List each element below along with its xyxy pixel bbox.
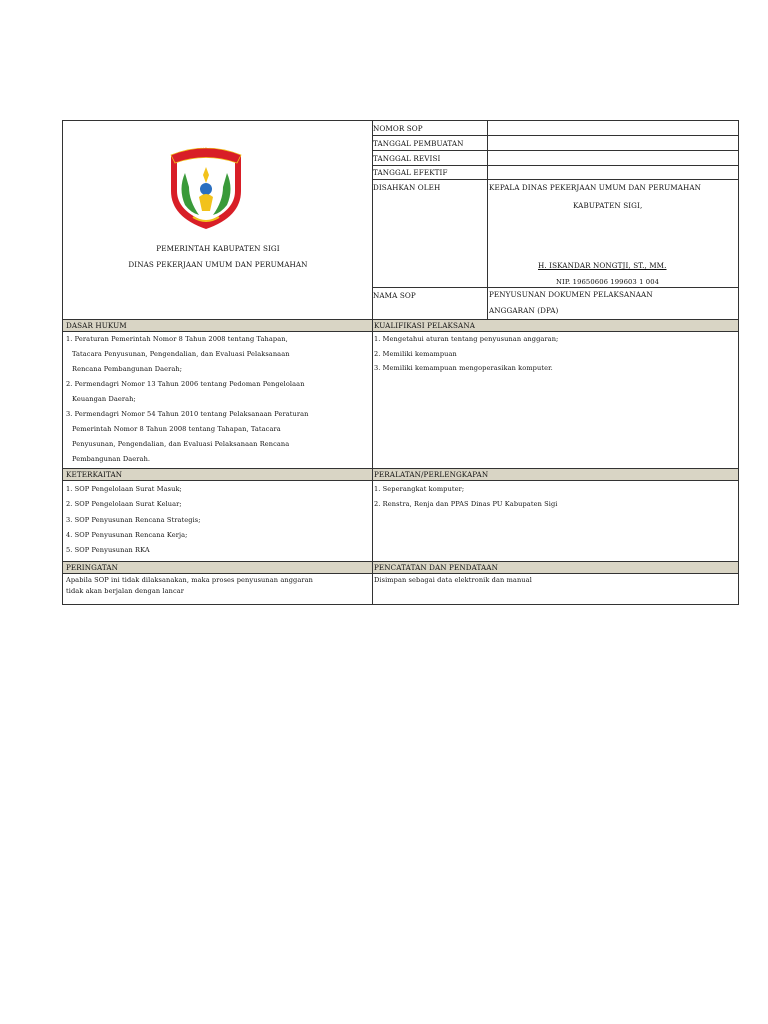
row-line: [372, 165, 738, 166]
keterkaitan-line: 4. SOP Penyusunan Rencana Kerja;: [66, 531, 188, 539]
dasar-hukum-line: Keuangan Daerah;: [72, 395, 136, 403]
peralatan-line: 1. Seperangkat komputer;: [374, 485, 465, 493]
dasar-hukum-line: 3. Permendagri Nomor 54 Tahun 2010 tentang Pelaksanaan Peraturan: [66, 410, 309, 418]
tanggal-efektif-label: TANGGAL EFEKTIF: [373, 168, 448, 177]
row-line: [63, 561, 738, 562]
kabupaten-sigi-emblem: [163, 139, 249, 231]
peringatan-line: Apabila SOP ini tidak dilaksanakan, maka proses penyusunan anggaran: [66, 576, 314, 584]
sop-name-line2: ANGGARAN (DPA): [489, 306, 559, 315]
kualifikasi-line: 2. Memiliki kemampuan: [374, 350, 457, 358]
dasar-hukum-title: DASAR HUKUM: [66, 321, 127, 330]
row-line: [63, 319, 738, 320]
row-line: [63, 480, 738, 481]
dasar-hukum-line: Rencana Pembangunan Daerah;: [72, 365, 183, 373]
dasar-hukum-line: Penyusunan, Pengendalian, dan Evaluasi Pelaksanaan Rencana: [72, 440, 290, 448]
dasar-hukum-line: 1. Peraturan Pemerintah Nomor 8 Tahun 2008 tentang Tahapan,: [66, 335, 288, 343]
disahkan-oleh-label: DISAHKAN OLEH: [373, 183, 441, 192]
nomor-sop-label: NOMOR SOP: [373, 124, 423, 133]
tanggal-pembuatan-label: TANGGAL PEMBUATAN: [373, 139, 464, 148]
sop-document-table: [62, 120, 739, 605]
keterkaitan-line: 5. SOP Penyusunan RKA: [66, 546, 150, 554]
peralatan-title: PERALATAN/PERLENGKAPAN: [374, 470, 489, 479]
signer-nip: NIP. 19650606 199603 1 004: [556, 278, 660, 286]
tanggal-revisi-label: TANGGAL REVISI: [373, 154, 441, 163]
keterkaitan-line: 1. SOP Pengelolaan Surat Masuk;: [66, 485, 182, 493]
row-line: [372, 179, 738, 180]
dasar-hukum-line: Pembangunan Daerah.: [72, 455, 151, 463]
keterkaitan-line: 3. SOP Penyusunan Rencana Strategis;: [66, 516, 201, 524]
approver-region: KABUPATEN SIGI,: [573, 201, 643, 210]
logo-text: KABUPATEN SIGI: [179, 144, 229, 150]
column-divider: [372, 121, 373, 604]
org-name-line1: PEMERINTAH KABUPATEN SIGI: [156, 244, 280, 253]
row-line: [63, 468, 738, 469]
kualifikasi-line: 1. Mengetahui aturan tentang penyusunan anggaran;: [374, 335, 559, 343]
peralatan-line: 2. Renstra, Renja dan PPAS Dinas PU Kabupaten Sigi: [374, 500, 558, 508]
keterkaitan-line: 2. SOP Pengelolaan Surat Keluar;: [66, 500, 182, 508]
approver-title: KEPALA DINAS PEKERJAAN UMUM DAN PERUMAHAN: [489, 183, 702, 192]
row-line: [372, 287, 738, 288]
row-line: [372, 150, 738, 151]
dasar-hukum-line: Tatacara Penyusunan, Pengendalian, dan Evaluasi Pelaksanaan: [72, 350, 290, 358]
org-name-line2: DINAS PEKERJAAN UMUM DAN PERUMAHAN: [128, 260, 308, 269]
row-line: [63, 573, 738, 574]
pencatatan-line: Disimpan sebagai data elektronik dan manual: [374, 576, 532, 584]
dasar-hukum-line: 2. Permendagri Nomor 13 Tahun 2006 tentang Pedoman Pengelolaan: [66, 380, 305, 388]
kualifikasi-title: KUALIFIKASI PELAKSANA: [374, 321, 476, 330]
pencatatan-title: PENCATATAN DAN PENDATAAN: [374, 563, 498, 572]
row-line: [63, 331, 738, 332]
peringatan-line: tidak akan berjalan dengan lancar: [66, 587, 185, 595]
kualifikasi-line: 3. Memiliki kemampuan mengoperasikan komputer.: [374, 364, 553, 372]
dasar-hukum-line: Pemerintah Nomor 8 Tahun 2008 tentang Tahapan, Tatacara: [72, 425, 281, 433]
peringatan-title: PERINGATAN: [66, 563, 119, 572]
row-line: [372, 135, 738, 136]
keterkaitan-title: KETERKAITAN: [66, 470, 123, 479]
nama-sop-label: NAMA SOP: [373, 291, 416, 300]
signer-name: H. ISKANDAR NONGTJI, ST., MM.: [538, 261, 667, 270]
sop-name-line1: PENYUSUNAN DOKUMEN PELAKSANAAN: [489, 290, 653, 299]
